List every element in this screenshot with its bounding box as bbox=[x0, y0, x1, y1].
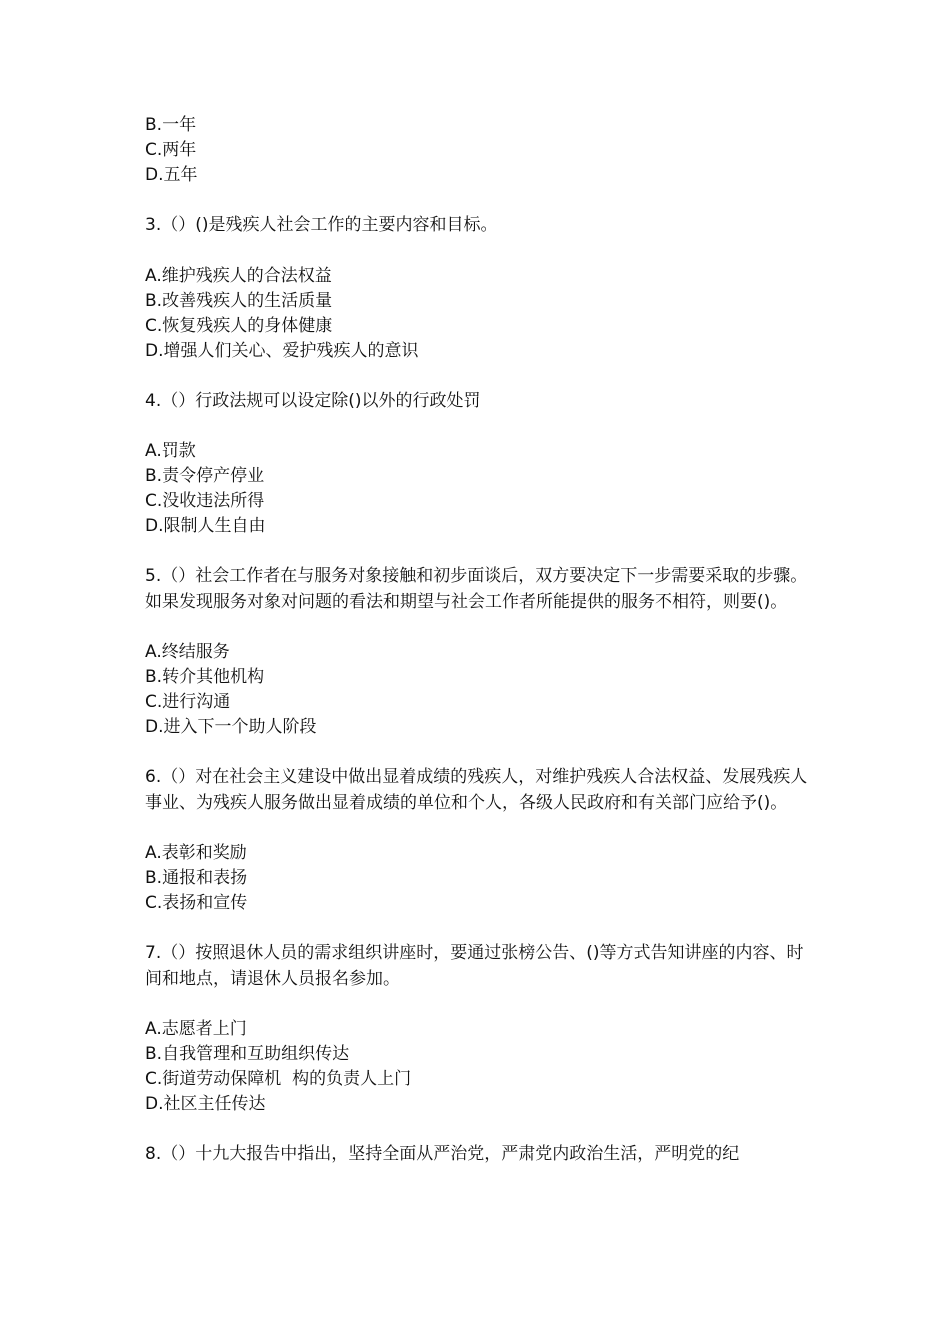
option-line: B.责令停产停业 bbox=[145, 466, 265, 486]
question-3 bbox=[145, 213, 815, 364]
document-page bbox=[145, 113, 815, 1168]
option-line: D.限制人生自由 bbox=[145, 516, 266, 536]
question-4 bbox=[145, 389, 815, 540]
question-7 bbox=[145, 941, 815, 1117]
option-line: C.进行沟通 bbox=[145, 692, 231, 712]
option-line: C.没收违法所得 bbox=[145, 491, 265, 511]
option-line: A.罚款 bbox=[145, 441, 196, 461]
option-line: B.一年 bbox=[145, 115, 197, 135]
question-text: 4.（）行政法规可以设定除()以外的行政处罚 bbox=[145, 390, 481, 411]
option-line: B.自我管理和互助组织传达 bbox=[145, 1044, 350, 1064]
question-5 bbox=[145, 564, 815, 740]
option-line: D.社区主任传达 bbox=[145, 1094, 266, 1114]
option-line: D.进入下一个助人阶段 bbox=[145, 717, 317, 737]
option-line: C.表扬和宣传 bbox=[145, 893, 248, 913]
option-line: D.五年 bbox=[145, 165, 198, 185]
option-line: B.通报和表扬 bbox=[145, 868, 248, 888]
option-line: A.表彰和奖励 bbox=[145, 843, 247, 863]
option-line: A.维护残疾人的合法权益 bbox=[145, 265, 332, 286]
question-6 bbox=[145, 765, 815, 916]
option-line: B.转介其他机构 bbox=[145, 667, 265, 687]
option-line: C.街道劳动保障机 构的负责人上门 bbox=[145, 1069, 412, 1089]
option-line: C.恢复残疾人的身体健康 bbox=[145, 315, 333, 336]
option-line: D.增强人们关心、爱护残疾人的意识 bbox=[145, 340, 419, 361]
option-line: B.改善残疾人的生活质量 bbox=[145, 290, 333, 311]
lead-options bbox=[145, 113, 815, 188]
question-text: 5.（）社会工作者在与服务对象接触和初步面谈后，双方要决定下一步需要采取的步骤。如果发现服务对象对问题的看法和期望与社会工作者所能提供的服务不相符，则要()。 bbox=[145, 566, 808, 612]
option-line: A.志愿者上门 bbox=[145, 1019, 247, 1039]
question-text: 7.（）按照退休人员的需求组织讲座时，要通过张榜公告、()等方式告知讲座的内容、时间和地点，请退休人员报名参加。 bbox=[145, 943, 804, 989]
question-text: 6.（）对在社会主义建设中做出显着成绩的残疾人，对维护残疾人合法权益、发展残疾人事业、为残疾人服务做出显着成绩的单位和个人，各级人民政府和有关部门应给予()。 bbox=[145, 767, 808, 813]
question-text: 3.（）()是残疾人社会工作的主要内容和目标。 bbox=[145, 215, 498, 235]
option-line: A.终结服务 bbox=[145, 642, 230, 662]
option-line: C.两年 bbox=[145, 140, 197, 160]
question-text: 8.（）十九大报告中指出，坚持全面从严治党，严肃党内政治生活，严明党的纪 bbox=[145, 1144, 740, 1164]
question-8 bbox=[145, 1142, 815, 1168]
